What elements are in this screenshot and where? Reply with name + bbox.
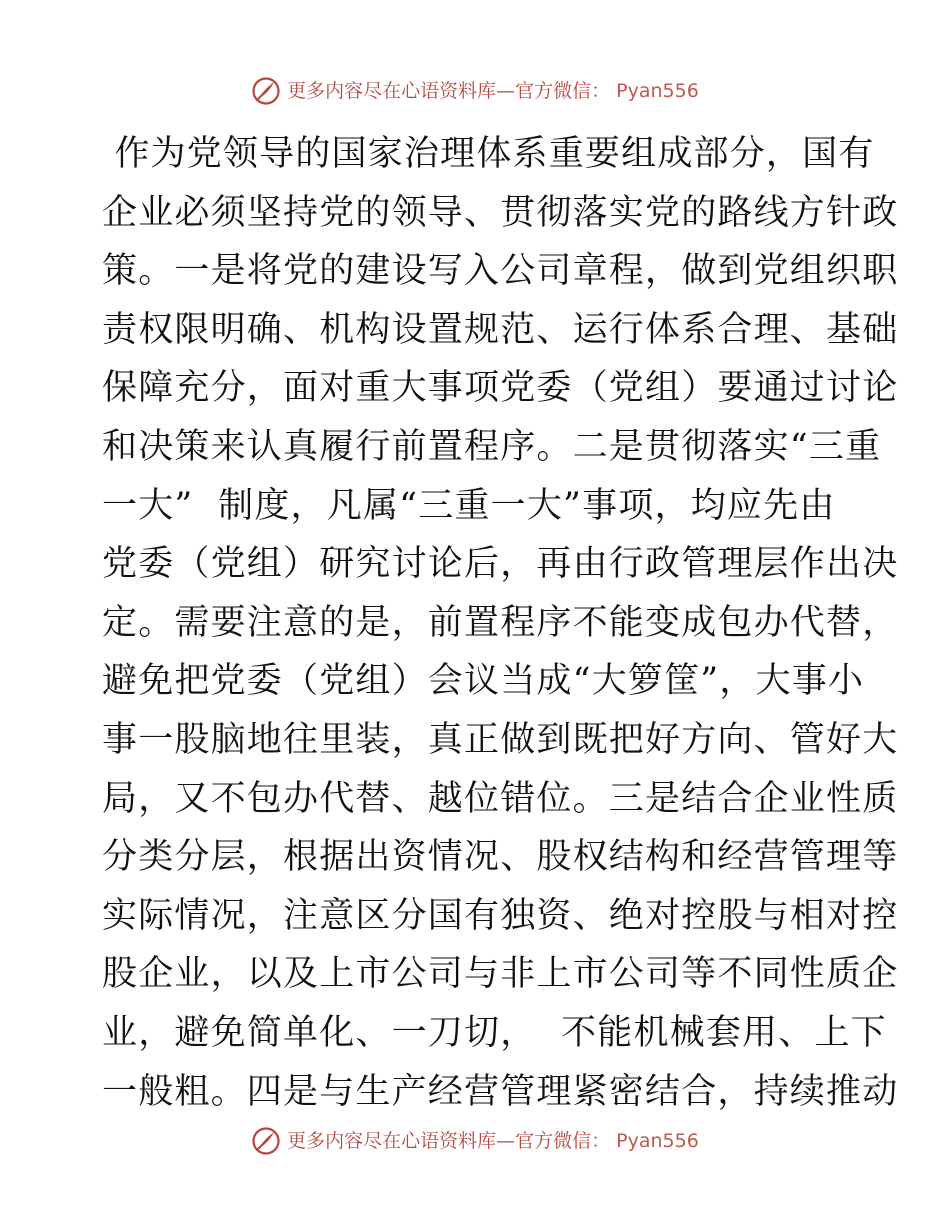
paragraph-line: 业，避免简单化、一刀切， 不能机械套用、上下 — [102, 1012, 887, 1053]
paragraph-line: 股企业，以及上市公司与非上市公司等不同性质企 — [102, 954, 899, 995]
watermark-text: 更多内容尽在心语资料库—官方微信： — [287, 80, 611, 102]
paragraph-line: 党委（党组）研究讨论后，再由行政管理层作出决 — [102, 544, 899, 585]
paragraph-line: 作为党领导的国家治理体系重要组成部分，国有 — [102, 134, 875, 174]
paragraph-line: 企业必须坚持党的领导、贯彻落实党的路线方针政 — [102, 192, 899, 233]
paragraph-line: 保障充分，面对重大事项党委（党组）要通过讨论 — [102, 368, 899, 409]
document-paragraph — [102, 125, 899, 1121]
paragraph-line: 和决策来认真履行前置程序。二是贯彻落实“三重 — [102, 426, 882, 467]
quill-pen-circle-icon — [251, 1126, 281, 1156]
paragraph-line: 局，又不包办代替、越位错位。三是结合企业性质 — [102, 778, 899, 819]
paragraph-line: 避免把党委（党组）会议当成“大箩筐”，大事小 — [102, 661, 865, 702]
watermark-text: 更多内容尽在心语资料库—官方微信： — [287, 1130, 611, 1152]
paragraph-line: 一般粗。四是与生产经营管理紧密结合，持续推动 — [102, 1071, 899, 1112]
watermark-wechat-id: Pyan556 — [616, 1130, 699, 1152]
paragraph-line: 一大” 制度，凡属“三重一大”事项，均应先由 — [102, 485, 836, 526]
header-watermark — [0, 76, 950, 106]
paragraph-line: 策。一是将党的建设写入公司章程，做到党组织职 — [102, 251, 899, 292]
quill-pen-circle-icon — [251, 76, 281, 106]
paragraph-line: 分类分层，根据出资情况、股权结构和经营管理等 — [102, 837, 899, 878]
paragraph-line: 责权限明确、机构设置规范、运行体系合理、基础 — [102, 309, 899, 350]
paragraph-line: 事一股脑地往里装，真正做到既把好方向、管好大 — [102, 719, 899, 760]
paragraph-line: 定。需要注意的是，前置程序不能变成包办代替， — [102, 602, 899, 643]
footer-watermark — [0, 1126, 950, 1156]
paragraph-line: 实际情况，注意区分国有独资、绝对控股与相对控 — [102, 895, 899, 936]
watermark-wechat-id: Pyan556 — [616, 80, 699, 102]
